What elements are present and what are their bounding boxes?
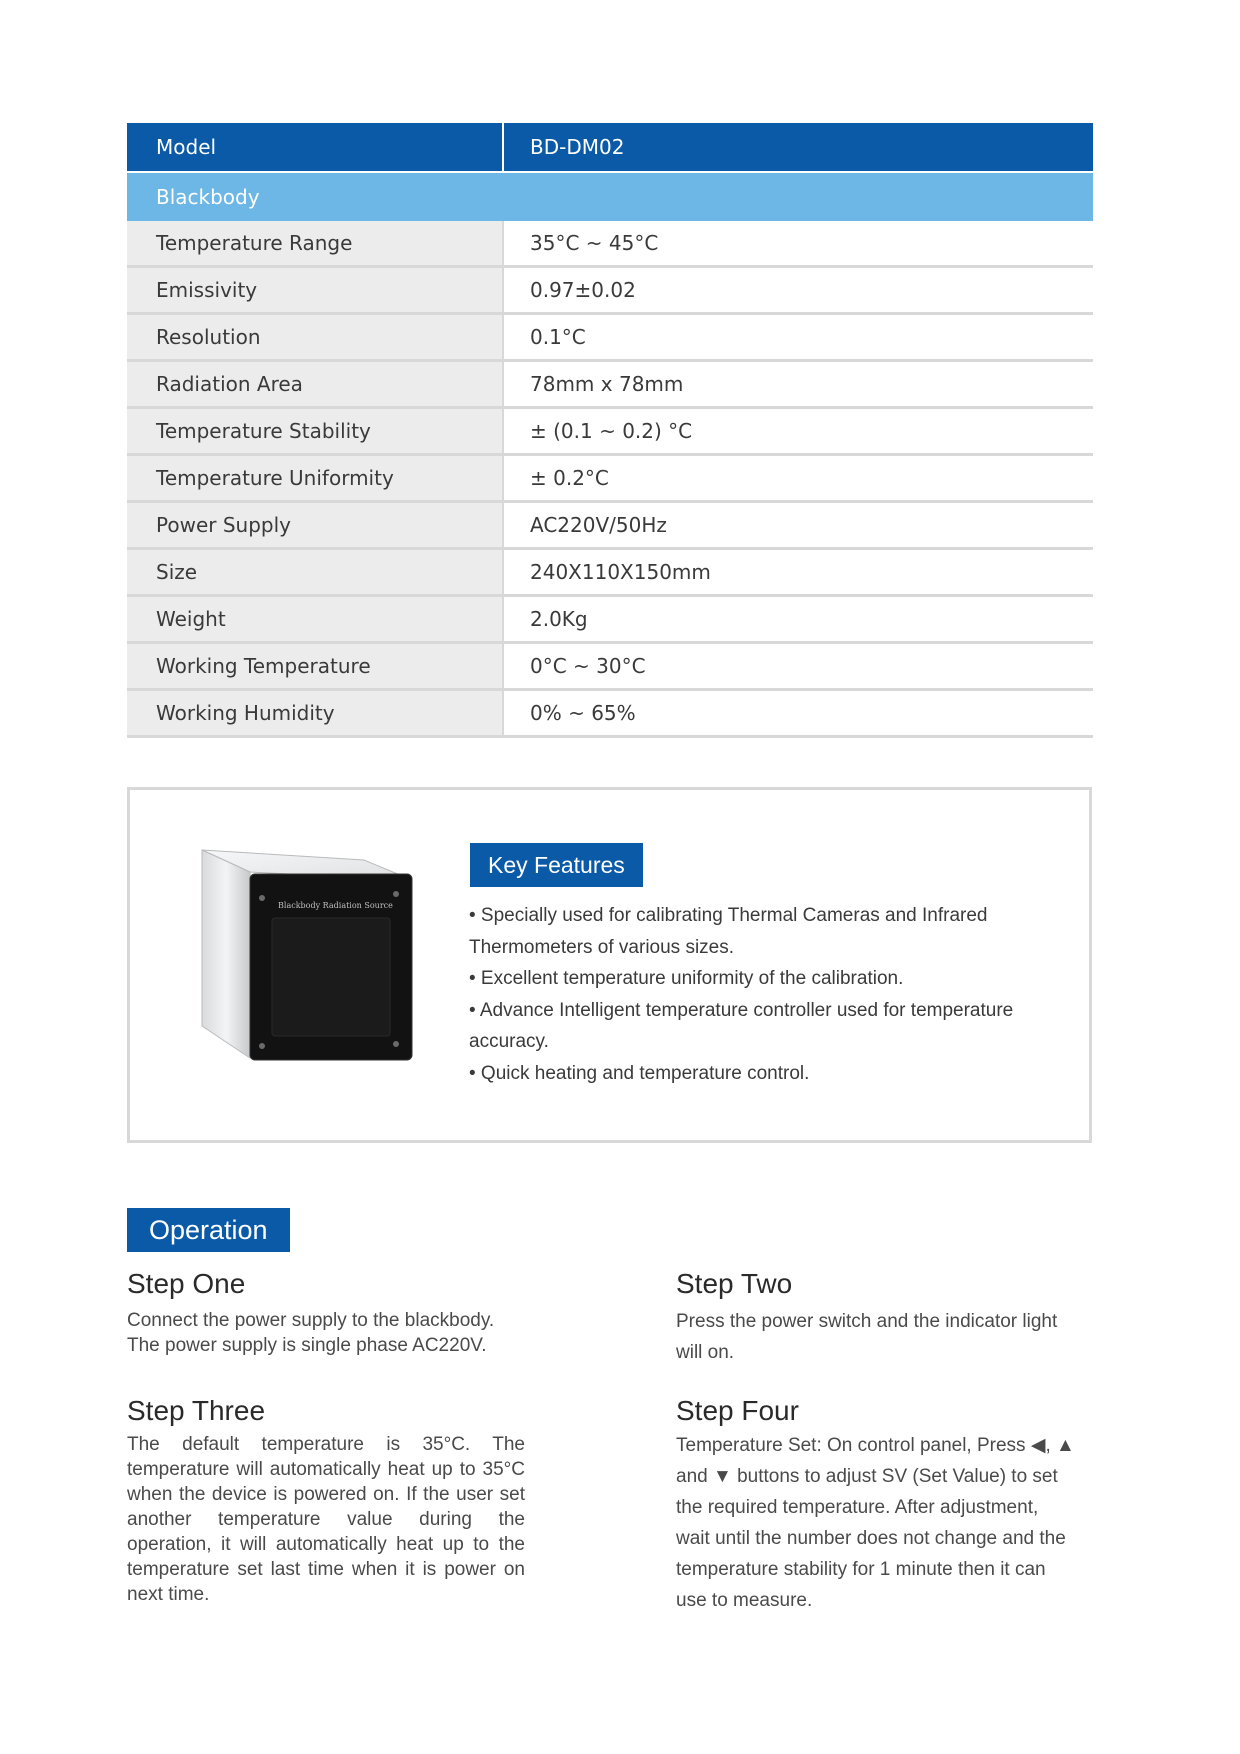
spec-value: 0.1°C [530, 325, 586, 349]
step-two-title: Step Two [676, 1268, 793, 1299]
spec-value: AC220V/50Hz [530, 513, 667, 537]
spec-row [127, 362, 1093, 409]
step-two [676, 1266, 1076, 1368]
spec-row [127, 409, 1093, 456]
feature-item: • Specially used for calibrating Thermal Cameras and Infrared Thermometers of various sizes. [469, 905, 988, 958]
spec-label: Emissivity [127, 268, 504, 312]
blackbody-device-image [196, 846, 416, 1076]
spec-label: Temperature Stability [127, 409, 504, 453]
spec-value: ± (0.1 ~ 0.2) °C [530, 419, 693, 443]
feature-item: • Excellent temperature uniformity of the calibration. [469, 968, 904, 989]
spec-label: Temperature Uniformity [127, 456, 504, 500]
spec-value: 2.0Kg [530, 607, 588, 631]
spec-header-row [127, 123, 1093, 171]
spec-value: 0.97±0.02 [530, 278, 636, 302]
step-three-text: The default temperature is 35°C. The temperature will automatically heat up to 35°C when the device is powered on. If the user set another temperature value during the operation, it will automatically heat up to the temperature set last time when it is power on next time. [127, 1434, 525, 1605]
spec-label: Temperature Range [127, 221, 504, 265]
spec-row [127, 268, 1093, 315]
spec-label: Working Temperature [127, 644, 504, 688]
spec-value: 0% ~ 65% [530, 701, 636, 725]
spec-value: 35°C ~ 45°C [530, 231, 659, 255]
step-four [676, 1393, 1076, 1616]
spec-label: Working Humidity [127, 691, 504, 735]
spec-rows [127, 221, 1093, 738]
feature-item: • Advance Intelligent temperature controller used for temperature accuracy. [469, 999, 1014, 1052]
step-one-text: Connect the power supply to the blackbody. The power supply is single phase AC220V. [127, 1310, 495, 1356]
spec-row [127, 644, 1093, 691]
spec-header-value: BD-DM02 [530, 135, 625, 159]
spec-value: ± 0.2°C [530, 466, 609, 490]
step-two-text: Press the power switch and the indicator light will on. [676, 1311, 1058, 1363]
spec-value: 240X110X150mm [530, 560, 711, 584]
spec-label: Resolution [127, 315, 504, 359]
spec-table [127, 123, 1093, 738]
spec-row [127, 597, 1093, 644]
key-features-box [127, 787, 1092, 1143]
spec-label: Radiation Area [127, 362, 504, 406]
feature-item: • Quick heating and temperature control. [469, 1062, 810, 1084]
spec-row [127, 691, 1093, 738]
step-three-title: Step Three [127, 1395, 266, 1426]
spec-row [127, 456, 1093, 503]
step-three [127, 1393, 525, 1607]
spec-row [127, 503, 1093, 550]
spec-label: Weight [127, 597, 504, 641]
spec-row [127, 550, 1093, 597]
spec-label: Power Supply [127, 503, 504, 547]
step-one-title: Step One [127, 1268, 246, 1299]
operation-title: Operation [127, 1208, 290, 1252]
spec-row [127, 221, 1093, 268]
spec-value: 78mm x 78mm [530, 372, 684, 396]
key-features-title: Key Features [470, 843, 643, 887]
spec-header-label: Model [127, 123, 504, 171]
step-four-text: Temperature Set: On control panel, Press ◀, ▲ and ▼ buttons to adjust SV (Set Value) to set the required temperature. After adjustment, wait until the number does not change and the temperature stability for 1 minute then it can use to measure. [676, 1435, 1075, 1611]
spec-section-title: Blackbody [127, 173, 1093, 221]
spec-row [127, 315, 1093, 362]
step-one [127, 1266, 527, 1358]
step-four-title: Step Four [676, 1395, 799, 1426]
device-label: Blackbody Radiation Source [278, 901, 393, 910]
spec-value: 0°C ~ 30°C [530, 654, 646, 678]
spec-label: Size [127, 550, 504, 594]
key-features-list [469, 900, 1059, 1089]
